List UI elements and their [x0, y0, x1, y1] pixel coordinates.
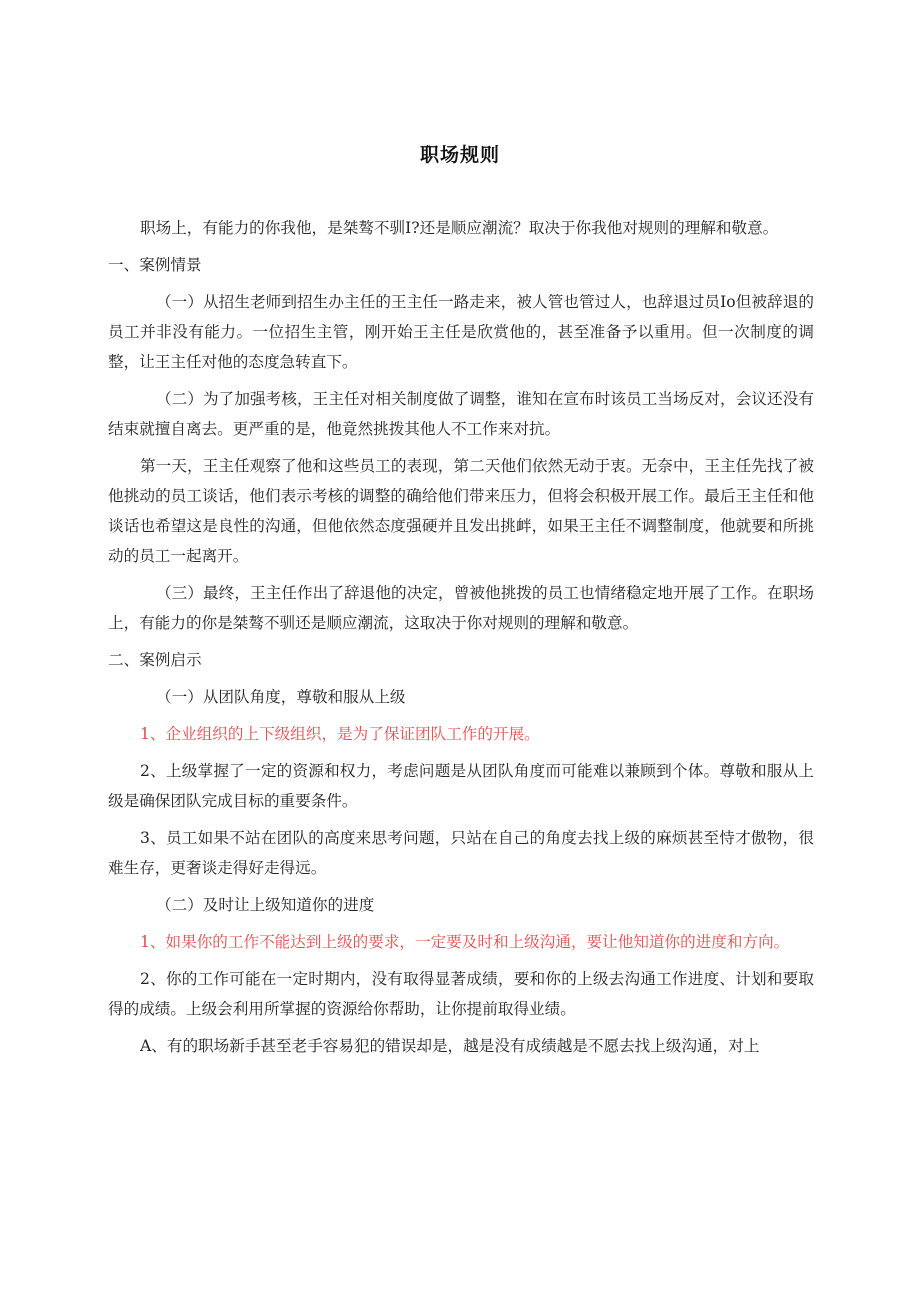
section-heading-case-scenario: 一、案例情景 — [108, 256, 202, 274]
intro-paragraph: 职场上，有能力的你我他，是桀骜不驯I?还是顺应潮流？取决于你我他对规则的理解和敬意。 — [140, 219, 779, 237]
section-heading-case-lessons: 二、案例启示 — [108, 651, 202, 669]
subheading-respect-superiors: （一）从团队角度，尊敬和服从上级 — [156, 688, 406, 706]
lesson-point-1-2: 2、上级掌握了一定的资源和权力，考虑问题是从团队角度而可能难以兼顾到个体。尊敬和服从上级是确保团队完成目标的重要条件。 — [108, 762, 814, 810]
case-paragraph-2: （二）为了加强考核，王主任对相关制度做了调整，谁知在宣布时该员工当场反对，会议还没有结束就擅自离去。更严重的是，他竟然挑拨其他人不工作来对抗。 — [108, 390, 814, 438]
lesson-point-2-2: 2、你的工作可能在一定时期内，没有取得显著成绩，要和你的上级去沟通工作进度、计划和要取得的成绩。上级会利用所掌握的资源给你帮助，让你提前取得业绩。 — [108, 970, 814, 1018]
document-title: 职场规则 — [419, 144, 500, 166]
case-paragraph-1: （一）从招生老师到招生办主任的王主任一路走来，被人管也管过人，也辞退过员Io但被辞退的员工并非没有能力。一位招生主管，刚开始王主任是欣赏他的，甚至准备予以重用。但一次制度的调整，让王主任对他的态度急转直下。 — [108, 293, 814, 371]
lesson-point-2-3: A、有的职场新手甚至老手容易犯的错误却是，越是没有成绩越是不愿去找上级沟通，对上 — [140, 1037, 760, 1055]
lesson-point-1-3: 3、员工如果不站在团队的高度来思考问题，只站在自己的角度去找上级的麻烦甚至恃才傲物，很难生存，更奢谈走得好走得远。 — [108, 829, 814, 877]
lesson-point-2-1: 1、如果你的工作不能达到上级的要求，一定要及时和上级沟通，要让他知道你的进度和方向。 — [140, 933, 790, 951]
case-paragraph-4: （三）最终，王主任作出了辞退他的决定，曾被他挑拨的员工也情绪稳定地开展了工作。在职场上，有能力的你是桀骜不驯还是顺应潮流，这取决于你对规则的理解和敬意。 — [108, 584, 814, 632]
lesson-point-1-1: 1、企业组织的上下级组织，是为了保证团队工作的开展。 — [140, 725, 540, 743]
document-body — [108, 213, 814, 1068]
subheading-report-progress: （二）及时让上级知道你的进度 — [156, 896, 375, 914]
case-paragraph-3: 第一天，王主任观察了他和这些员工的表现，第二天他们依然无动于衷。无奈中，王主任先找了被他挑动的员工谈话，他们表示考核的调整的确给他们带来压力，但将会积极开展工作。最后王主任和他谈话也希望这是良性的沟通，但他依然态度强硬并且发出挑衅，如果王主任不调整制度，他就要和所挑动的员工一起离开。 — [108, 457, 814, 565]
